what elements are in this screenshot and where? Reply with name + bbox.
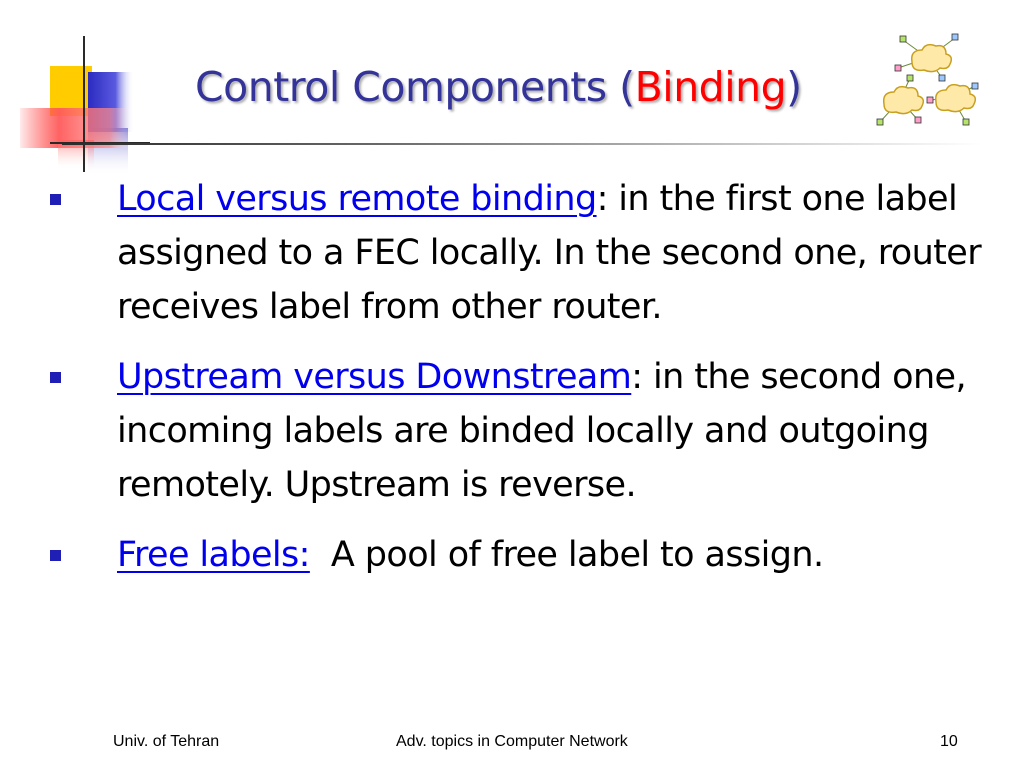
bullet-square-icon — [50, 550, 61, 561]
title-divider — [62, 143, 982, 145]
bullet-term-link[interactable]: Upstream versus Downstream — [117, 357, 632, 397]
title-accent: Binding — [634, 63, 787, 111]
bullet-term-link[interactable]: Free labels: — [117, 535, 310, 575]
bullet-description: A pool of free label to assign. — [309, 535, 824, 575]
corner-squares-decoration — [0, 0, 150, 190]
bullet-list — [0, 172, 1024, 598]
bullet-text — [117, 172, 987, 334]
footer-page-number: 10 — [940, 733, 958, 750]
bullet-item — [0, 528, 1024, 582]
bullet-item — [0, 350, 1024, 512]
bullet-square-icon — [50, 194, 61, 205]
slide-title — [195, 62, 802, 112]
bullet-item — [0, 172, 1024, 334]
bullet-text — [117, 350, 987, 512]
footer-center: Adv. topics in Computer Network — [396, 733, 628, 750]
footer-left: Univ. of Tehran — [113, 733, 220, 750]
network-clouds-icon — [870, 28, 990, 138]
bullet-description: : in the second one, incoming labels are binded locally and outgoing remotely. Upstream is reverse. — [117, 357, 966, 505]
bullet-square-icon — [50, 372, 61, 383]
bullet-description: : in the first one label assigned to a FEC locally. In the second one, router receives label from other router. — [117, 179, 982, 327]
title-text: Control Components ( — [195, 63, 635, 111]
bullet-term-link[interactable]: Local versus remote binding — [117, 179, 597, 219]
bullet-text — [117, 528, 987, 582]
title-close-paren: ) — [786, 63, 802, 111]
